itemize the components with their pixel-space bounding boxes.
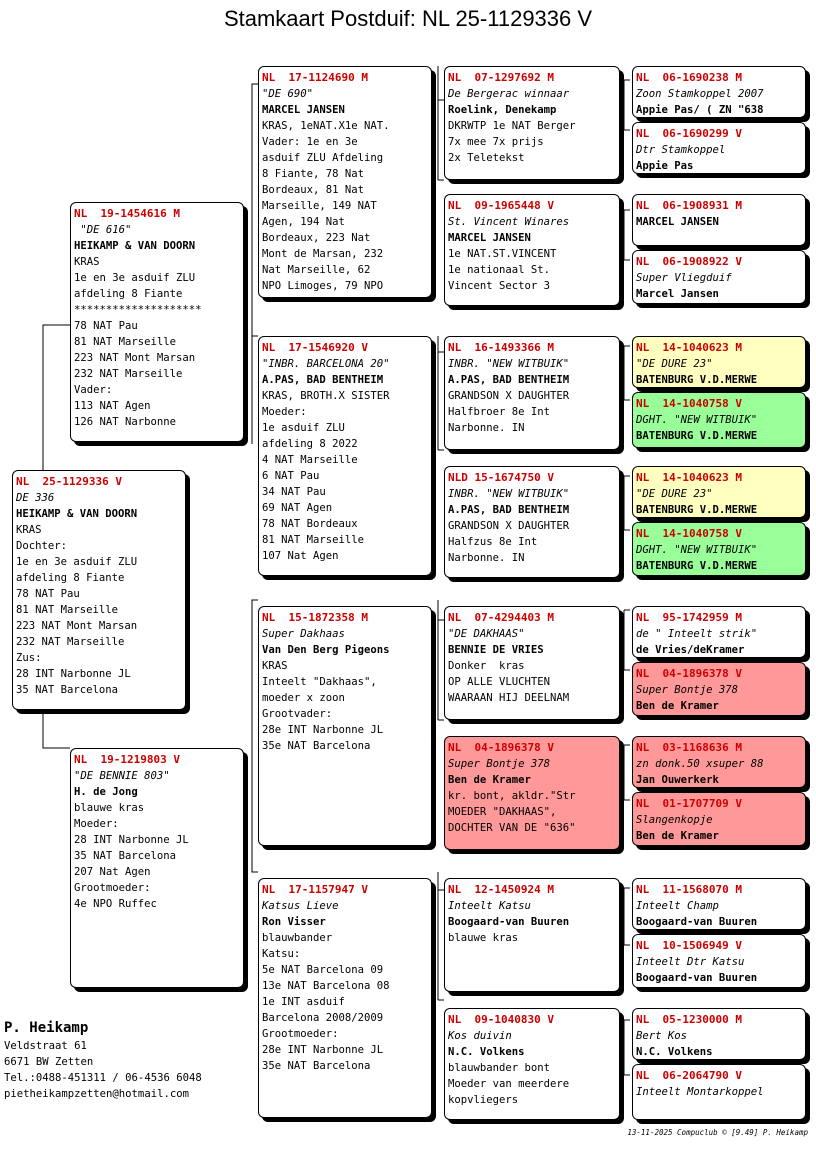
info-line: MOEDER "DAKHAAS", bbox=[448, 806, 557, 818]
ring-number: NL 14-1040623 M bbox=[636, 471, 742, 484]
info-line: 113 NAT Agen bbox=[74, 400, 151, 412]
info-line: 207 Nat Agen bbox=[74, 866, 151, 878]
pigeon-name: Kos duivin bbox=[448, 1030, 512, 1042]
pigeon-name: Slangenkopje bbox=[636, 814, 713, 826]
ring-number: NL 25-1129336 V bbox=[16, 475, 122, 488]
ring-number: NL 15-1872358 M bbox=[262, 611, 368, 624]
info-line: 35e NAT Barcelona bbox=[262, 1060, 371, 1072]
info-line: asduif ZLU Afdeling bbox=[262, 152, 384, 164]
info-line: Katsu: bbox=[262, 948, 301, 960]
connector-g7 bbox=[624, 888, 630, 945]
ring-number: NL 14-1040623 M bbox=[636, 341, 742, 354]
owner-name: Van Den Berg Pigeons bbox=[262, 644, 390, 656]
info-line: 28 INT Narbonne JL bbox=[16, 668, 131, 680]
info-line: 69 NAT Agen bbox=[262, 502, 333, 514]
owner-name: BENNIE DE VRIES bbox=[448, 644, 544, 656]
info-line: 4e NPO Ruffec bbox=[74, 898, 157, 910]
info-line: Grootmoeder: bbox=[262, 1028, 339, 1040]
info-line: 28 INT Narbonne JL bbox=[74, 834, 189, 846]
info-line: 1e INT asduif bbox=[262, 996, 345, 1008]
info-line: 1e en 3e asduif ZLU bbox=[16, 556, 138, 568]
info-line: DOCHTER VAN DE "636" bbox=[448, 822, 576, 834]
info-line: GRANDSON X DAUGHTER bbox=[448, 520, 570, 532]
info-line: 223 NAT Mont Marsan bbox=[74, 352, 196, 364]
connector-g6 bbox=[624, 745, 630, 800]
ring-number: NL 95-1742959 M bbox=[636, 611, 742, 624]
info-line: Vader: bbox=[74, 384, 113, 396]
owner-name: BATENBURG V.D.MERWE bbox=[636, 430, 758, 442]
info-line: blauwbander bbox=[262, 932, 333, 944]
pigeon-name: Bert Kos bbox=[636, 1030, 688, 1042]
info-line: Halfzus 8e Int bbox=[448, 536, 538, 548]
pigeon-card-dds bbox=[444, 878, 620, 992]
connector-g8 bbox=[624, 1020, 630, 1075]
info-line: 28e INT Narbonne JL bbox=[262, 1044, 384, 1056]
pigeon-card-main bbox=[12, 470, 186, 710]
owner-name: Marcel Jansen bbox=[636, 288, 719, 300]
breeder-contact bbox=[4, 1018, 202, 1102]
owner-name: Ben de Kramer bbox=[636, 830, 719, 842]
ring-number: NL 16-1493366 M bbox=[448, 341, 554, 354]
owner-name: MARCEL JANSEN bbox=[636, 216, 719, 228]
owner-name: HEIKAMP & VAN DOORN bbox=[16, 508, 138, 520]
pigeon-card-sire bbox=[70, 202, 244, 442]
owner-name: H. de Jong bbox=[74, 786, 138, 798]
info-line: Vader: 1e en 3e bbox=[262, 136, 358, 148]
info-line: Marseille, 149 NAT bbox=[262, 200, 377, 212]
info-line: Donker kras bbox=[448, 660, 525, 672]
info-line: 223 NAT Mont Marsan bbox=[16, 620, 138, 632]
pigeon-name: Zoon Stamkoppel 2007 bbox=[636, 88, 764, 100]
info-line: afdeling 8 2022 bbox=[262, 438, 358, 450]
ring-number: NL 04-1896378 V bbox=[636, 667, 742, 680]
pigeon-card-g3 bbox=[632, 194, 806, 246]
owner-name: N.C. Volkens bbox=[636, 1046, 713, 1058]
ring-number: NL 17-1124690 M bbox=[262, 71, 368, 84]
pigeon-name: zn donk.50 xsuper 88 bbox=[636, 758, 764, 770]
pigeon-name: Dtr Stamkoppel bbox=[636, 144, 726, 156]
pigeon-card-g11 bbox=[632, 736, 806, 788]
owner-name: Boogaard-van Buuren bbox=[636, 972, 758, 984]
pigeon-card-dam bbox=[70, 748, 244, 988]
pigeon-name: "INBR. BARCELONA 20" bbox=[262, 358, 390, 370]
pigeon-card-ss bbox=[258, 66, 432, 298]
owner-name: Appie Pas bbox=[636, 160, 694, 172]
info-line: blauwe kras bbox=[74, 802, 145, 814]
info-line: moeder x zoon bbox=[262, 692, 345, 704]
info-line: afdeling 8 Fiante bbox=[74, 288, 183, 300]
breeder-postcode: 6671 BW Zetten bbox=[4, 1056, 94, 1068]
info-line: ******************** bbox=[74, 304, 202, 316]
info-line: Nat Marseille, 62 bbox=[262, 264, 371, 276]
pigeon-card-ds bbox=[258, 606, 432, 846]
info-line: Dochter: bbox=[16, 540, 68, 552]
pigeon-card-g10 bbox=[632, 662, 806, 716]
pigeon-card-sss bbox=[444, 66, 620, 180]
owner-name: Appie Pas/ ( ZN "638 bbox=[636, 104, 764, 116]
owner-name: N.C. Volkens bbox=[448, 1046, 525, 1058]
owner-name: Ben de Kramer bbox=[448, 774, 531, 786]
info-line: 78 NAT Pau bbox=[74, 320, 138, 332]
ring-number: NL 06-1908922 V bbox=[636, 255, 742, 268]
ring-number: NL 17-1157947 V bbox=[262, 883, 368, 896]
pigeon-name: "DE DURE 23" bbox=[636, 358, 713, 370]
info-line: 107 Nat Agen bbox=[262, 550, 339, 562]
info-line: afdeling 8 Fiante bbox=[16, 572, 125, 584]
pigeon-name: Inteelt Montarkoppel bbox=[636, 1086, 764, 1098]
info-line: 78 NAT Bordeaux bbox=[262, 518, 358, 530]
info-line: KRAS bbox=[16, 524, 42, 536]
ring-number: NL 12-1450924 M bbox=[448, 883, 554, 896]
pigeon-card-ssd bbox=[444, 194, 620, 306]
pigeon-card-dd bbox=[258, 878, 432, 1118]
owner-name: Boogaard-van Buuren bbox=[636, 916, 758, 928]
ring-number: NL 04-1896378 V bbox=[448, 741, 554, 754]
ring-number: NL 09-1965448 V bbox=[448, 199, 554, 212]
info-line: 4 NAT Marseille bbox=[262, 454, 358, 466]
info-line: GRANDSON X DAUGHTER bbox=[448, 390, 570, 402]
pigeon-card-g12 bbox=[632, 792, 806, 846]
ring-number: NL 07-4294403 M bbox=[448, 611, 554, 624]
pigeon-name: Super Bontje 378 bbox=[448, 758, 551, 770]
pigeon-card-g5 bbox=[632, 336, 806, 388]
connector-g1 bbox=[624, 80, 630, 130]
info-line: Inteelt "Dakhaas", bbox=[262, 676, 377, 688]
info-line: DKRWTP 1e NAT Berger bbox=[448, 120, 576, 132]
pigeon-name: Inteelt Katsu bbox=[448, 900, 531, 912]
info-line: Grootmoeder: bbox=[74, 882, 151, 894]
info-line: blauwbander bont bbox=[448, 1062, 551, 1074]
info-line: blauwe kras bbox=[448, 932, 519, 944]
owner-name: Ben de Kramer bbox=[636, 700, 719, 712]
pigeon-card-sds bbox=[444, 336, 620, 450]
owner-name: MARCEL JANSEN bbox=[262, 104, 345, 116]
info-line: Bordeaux, 223 Nat bbox=[262, 232, 371, 244]
info-line: Moeder: bbox=[74, 818, 119, 830]
ring-number: NL 17-1546920 V bbox=[262, 341, 368, 354]
pigeon-card-g2 bbox=[632, 122, 806, 174]
pigeon-name: Super Bontje 378 bbox=[636, 684, 739, 696]
pigeon-card-g9 bbox=[632, 606, 806, 658]
ring-number: NL 06-1690238 M bbox=[636, 71, 742, 84]
info-line: Moeder: bbox=[262, 406, 307, 418]
pigeon-card-sd bbox=[258, 336, 432, 576]
info-line: Mont de Marsan, 232 bbox=[262, 248, 384, 260]
info-line: NPO Limoges, 79 NPO bbox=[262, 280, 384, 292]
info-line: 2x Teletekst bbox=[448, 152, 525, 164]
info-line: 232 NAT Marseille bbox=[74, 368, 183, 380]
info-line: KRAS bbox=[262, 660, 288, 672]
info-line: KRAS bbox=[74, 256, 100, 268]
info-line: 78 NAT Pau bbox=[16, 588, 80, 600]
info-line: OP ALLE VLUCHTEN bbox=[448, 676, 551, 688]
info-line: Narbonne. IN bbox=[448, 422, 525, 434]
pigeon-name: Inteelt Champ bbox=[636, 900, 719, 912]
info-line: KRAS, BROTH.X SISTER bbox=[262, 390, 390, 402]
footer-credit: 13-11-2025 Compuclub © [9.49] P. Heikamp bbox=[627, 1128, 808, 1137]
pigeon-card-g16 bbox=[632, 1064, 806, 1120]
ring-number: NL 06-1690299 V bbox=[636, 127, 742, 140]
info-line: 1e asduif ZLU bbox=[262, 422, 345, 434]
info-line: WAARAAN HIJ DEELNAM bbox=[448, 692, 570, 704]
owner-name: Boogaard-van Buuren bbox=[448, 916, 570, 928]
ring-number: NL 06-2064790 V bbox=[636, 1069, 742, 1082]
pigeon-card-g8 bbox=[632, 522, 806, 576]
pigeon-card-g15 bbox=[632, 1008, 806, 1060]
info-line: 5e NAT Barcelona 09 bbox=[262, 964, 384, 976]
pigeon-name: Inteelt Dtr Katsu bbox=[636, 956, 745, 968]
pigeon-name: "DE DAKHAAS" bbox=[448, 628, 525, 640]
breeder-email: pietheikampzetten@hotmail.com bbox=[4, 1088, 189, 1100]
pigeon-name: INBR. "NEW WITBUIK" bbox=[448, 488, 570, 500]
owner-name: MARCEL JANSEN bbox=[448, 232, 531, 244]
ring-number: NL 14-1040758 V bbox=[636, 397, 742, 410]
info-line: kopvliegers bbox=[448, 1094, 519, 1106]
info-line: Barcelona 2008/2009 bbox=[262, 1012, 384, 1024]
ring-number: NL 19-1219803 V bbox=[74, 753, 180, 766]
pigeon-name: DE 336 bbox=[16, 492, 55, 504]
info-line: Agen, 194 Nat bbox=[262, 216, 345, 228]
breeder-address: Veldstraat 61 bbox=[4, 1040, 87, 1052]
ring-number: NL 10-1506949 V bbox=[636, 939, 742, 952]
page-title: Stamkaart Postduif: NL 25-1129336 V bbox=[223, 6, 593, 31]
owner-name: HEIKAMP & VAN DOORN bbox=[74, 240, 196, 252]
info-line: 232 NAT Marseille bbox=[16, 636, 125, 648]
breeder-phone: Tel.:0488-451311 / 06-4536 6048 bbox=[4, 1072, 202, 1084]
info-line: 1e nationaal St. bbox=[448, 264, 551, 276]
owner-name: BATENBURG V.D.MERWE bbox=[636, 504, 758, 516]
pigeon-name: Super Dakhaas bbox=[262, 628, 345, 640]
ring-number: NL 03-1168636 M bbox=[636, 741, 742, 754]
connector-g3 bbox=[624, 346, 630, 400]
info-line: Zus: bbox=[16, 652, 42, 664]
pigeon-name: "DE BENNIE 803" bbox=[74, 770, 170, 782]
pigeon-card-ddd bbox=[444, 1008, 620, 1120]
pigeon-card-g6 bbox=[632, 392, 806, 448]
connector-g4 bbox=[624, 476, 630, 530]
info-line: 35e NAT Barcelona bbox=[262, 740, 371, 752]
info-line: Moeder van meerdere bbox=[448, 1078, 570, 1090]
info-line: KRAS, 1eNAT.X1e NAT. bbox=[262, 120, 390, 132]
info-line: Grootvader: bbox=[262, 708, 333, 720]
pigeon-name: St. Vincent Winares bbox=[448, 216, 570, 228]
ring-number: NLD 15-1674750 V bbox=[448, 471, 554, 484]
pigeon-card-dsd bbox=[444, 736, 620, 850]
ring-number: NL 14-1040758 V bbox=[636, 527, 742, 540]
pigeon-card-g14 bbox=[632, 934, 806, 988]
info-line: 126 NAT Narbonne bbox=[74, 416, 177, 428]
owner-name: de Vries/deKramer bbox=[636, 644, 745, 656]
owner-name: Ron Visser bbox=[262, 916, 326, 928]
info-line: 35 NAT Barcelona bbox=[74, 850, 177, 862]
info-line: 1e en 3e asduif ZLU bbox=[74, 272, 196, 284]
ring-number: NL 09-1040830 V bbox=[448, 1013, 554, 1026]
info-line: Bordeaux, 81 Nat bbox=[262, 184, 365, 196]
pigeon-card-g7 bbox=[632, 466, 806, 518]
owner-name: BATENBURG V.D.MERWE bbox=[636, 560, 758, 572]
breeder-name: P. Heikamp bbox=[4, 1020, 89, 1036]
info-line: 81 NAT Marseille bbox=[16, 604, 119, 616]
pigeon-name: Super Vliegduif bbox=[636, 272, 732, 284]
pigeon-card-dss bbox=[444, 606, 620, 720]
ring-number: NL 01-1707709 V bbox=[636, 797, 742, 810]
info-line: Narbonne. IN bbox=[448, 552, 525, 564]
info-line: Vincent Sector 3 bbox=[448, 280, 551, 292]
pigeon-card-g13 bbox=[632, 878, 806, 930]
ring-number: NL 05-1230000 M bbox=[636, 1013, 742, 1026]
pigeon-name: DGHT. "NEW WITBUIK" bbox=[636, 544, 758, 556]
info-line: 28e INT Narbonne JL bbox=[262, 724, 384, 736]
info-line: 6 NAT Pau bbox=[262, 470, 320, 482]
pigeon-name: De Bergerac winnaar bbox=[448, 88, 570, 100]
ring-number: NL 06-1908931 M bbox=[636, 199, 742, 212]
owner-name: A.PAS, BAD BENTHEIM bbox=[262, 374, 384, 386]
info-line: 34 NAT Pau bbox=[262, 486, 326, 498]
owner-name: A.PAS, BAD BENTHEIM bbox=[448, 374, 570, 386]
info-line: 13e NAT Barcelona 08 bbox=[262, 980, 390, 992]
ring-number: NL 11-1568070 M bbox=[636, 883, 742, 896]
owner-name: A.PAS, BAD BENTHEIM bbox=[448, 504, 570, 516]
pigeon-name: de " Inteelt strik" bbox=[636, 628, 758, 640]
pigeon-name: "DE 616" bbox=[74, 224, 132, 236]
connector-g2 bbox=[624, 210, 630, 260]
pigeon-card-g1 bbox=[632, 66, 806, 118]
owner-name: Roelink, Denekamp bbox=[448, 104, 557, 116]
owner-name: BATENBURG V.D.MERWE bbox=[636, 374, 758, 386]
info-line: 35 NAT Barcelona bbox=[16, 684, 119, 696]
connector-g5 bbox=[624, 610, 630, 670]
info-line: Halfbroer 8e Int bbox=[448, 406, 551, 418]
pigeon-card-g4 bbox=[632, 250, 806, 304]
info-line: 1e NAT.ST.VINCENT bbox=[448, 248, 557, 260]
info-line: 8 Fiante, 78 Nat bbox=[262, 168, 365, 180]
pigeon-name: DGHT. "NEW WITBUIK" bbox=[636, 414, 758, 426]
pigeon-name: Katsus Lieve bbox=[262, 900, 339, 912]
pigeon-name: INBR. "NEW WITBUIK" bbox=[448, 358, 570, 370]
ring-number: NL 07-1297692 M bbox=[448, 71, 554, 84]
pigeon-name: "DE DURE 23" bbox=[636, 488, 713, 500]
pigeon-card-sdd bbox=[444, 466, 620, 578]
pigeon-name: "DE 690" bbox=[262, 88, 314, 100]
info-line: 81 NAT Marseille bbox=[262, 534, 365, 546]
owner-name: Jan Ouwerkerk bbox=[636, 774, 719, 786]
ring-number: NL 19-1454616 M bbox=[74, 207, 180, 220]
info-line: 7x mee 7x prijs bbox=[448, 136, 544, 148]
info-line: kr. bont, akldr."Str bbox=[448, 790, 576, 802]
info-line: 81 NAT Marseille bbox=[74, 336, 177, 348]
